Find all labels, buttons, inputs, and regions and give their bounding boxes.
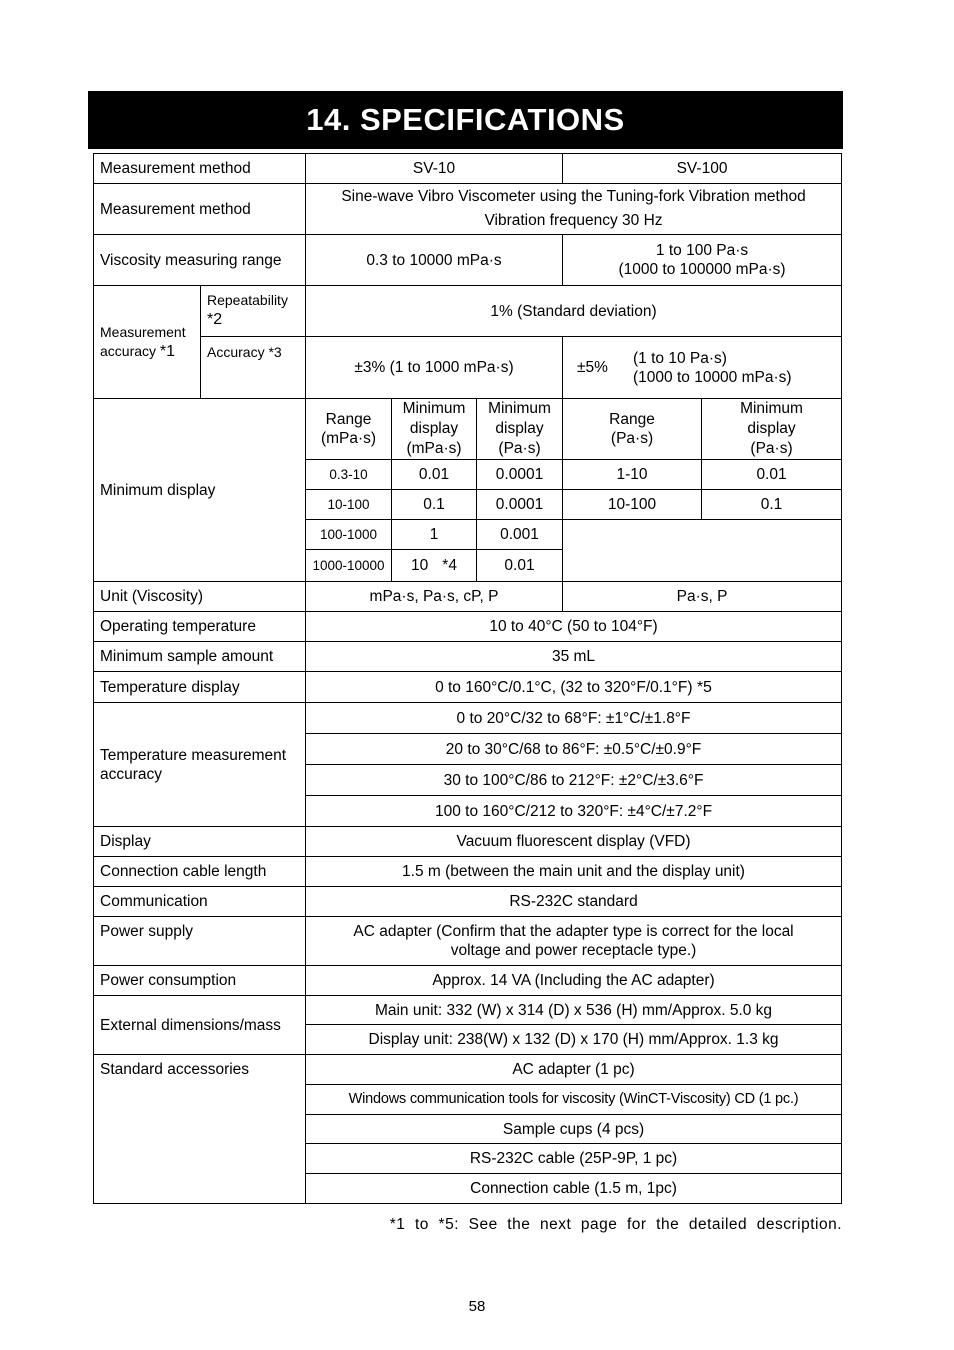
- footnote: *1 to *5: See the next page for the detailed description.: [389, 1216, 842, 1233]
- note-marker: *5: [696, 678, 712, 696]
- table-row: [94, 612, 842, 642]
- value-cell: AC adapter (1 pc): [306, 1055, 842, 1085]
- row-label: Temperature display: [94, 672, 306, 703]
- range-cell: 1000-10000: [306, 550, 392, 582]
- value-cell: Main unit: 332 (W) x 314 (D) x 536 (H) mm/Approx. 5.0 kg: [306, 996, 842, 1025]
- header-min-mpas: [392, 399, 477, 460]
- row-label: External dimensions/mass: [94, 996, 306, 1055]
- value-cell: RS-232C standard: [306, 887, 842, 917]
- value-cell: 10 to 40°C (50 to 104°F): [306, 612, 842, 642]
- row-label: Communication: [94, 887, 306, 917]
- accuracy-sv10: ±3% (1 to 1000 mPa·s): [306, 337, 563, 399]
- table-row: [94, 996, 842, 1025]
- table-row: [94, 857, 842, 887]
- value-cell: 1: [392, 520, 477, 550]
- header-text: Minimum: [740, 400, 803, 417]
- row-label: Power supply: [94, 917, 306, 966]
- repeatability-value: 1% (Standard deviation): [306, 286, 842, 337]
- table-row: [94, 154, 842, 184]
- header-min-sv100: [702, 399, 842, 460]
- value-cell: Windows communication tools for viscosity (WinCT-Viscosity) CD (1 pc.): [306, 1085, 842, 1115]
- range-cell: 1-10: [563, 460, 702, 490]
- table-row: [94, 582, 842, 612]
- value-cell: 0 to 20°C/32 to 68°F: ±1°C/±1.8°F: [306, 703, 842, 734]
- specifications-table: [93, 153, 842, 1204]
- value-cell: Sample cups (4 pcs): [306, 1115, 842, 1144]
- row-label: Temperature measurement accuracy: [94, 703, 306, 827]
- page-number: 58: [468, 1298, 486, 1315]
- table-row: [94, 887, 842, 917]
- value-cell: Approx. 14 VA (Including the AC adapter): [306, 966, 842, 996]
- column-header-sv100: SV-100: [563, 154, 842, 184]
- header-text: Minimum: [488, 400, 551, 417]
- value-cell: 0.01: [702, 460, 842, 490]
- viscosity-sv10: 0.3 to 10000 mPa·s: [306, 235, 563, 286]
- row-label: Standard accessories: [94, 1055, 306, 1204]
- table-row: [94, 286, 842, 337]
- header-range-pas: [563, 399, 702, 460]
- value-cell: 0.1: [702, 490, 842, 520]
- accuracy-label: [94, 286, 201, 399]
- repeatability-text: Repeatability: [207, 292, 288, 308]
- row-label: Minimum display: [94, 399, 306, 582]
- header-text: (Pa·s): [498, 440, 541, 457]
- value-cell: 0.01: [477, 550, 563, 582]
- value-cell: 0.01: [392, 460, 477, 490]
- header-text: (mPa·s): [320, 430, 377, 447]
- table-row: [94, 235, 842, 286]
- unit-sv100: Pa·s, P: [563, 582, 842, 612]
- empty-cell: [563, 520, 842, 582]
- row-label: Measurement method: [94, 184, 306, 235]
- row-label: Minimum sample amount: [94, 642, 306, 672]
- note-marker: *4: [442, 557, 457, 574]
- table-row: [94, 703, 842, 734]
- table-row: [94, 399, 842, 460]
- table-row: [94, 672, 842, 703]
- value-cell: 0.0001: [477, 460, 563, 490]
- accuracy-sv100: [563, 337, 842, 399]
- value-text: 0 to 160°C/0.1°C, (32 to 320°F/0.1°F): [435, 678, 693, 696]
- table-row: [94, 966, 842, 996]
- header-text: display: [409, 420, 459, 437]
- accuracy-sv100-line: (1000 to 10000 mPa·s): [633, 368, 792, 386]
- header-text: display: [747, 420, 796, 437]
- range-cell: 10-100: [306, 490, 392, 520]
- table-row: [94, 184, 842, 235]
- value-cell: Display unit: 238(W) x 132 (D) x 170 (H) mm/Approx. 1.3 kg: [306, 1025, 842, 1055]
- value-cell: 1.5 m (between the main unit and the display unit): [306, 857, 842, 887]
- range-cell: 10-100: [563, 490, 702, 520]
- range-cell: 0.3-10: [306, 460, 392, 490]
- value-cell: 0.1: [392, 490, 477, 520]
- viscosity-sv100: [563, 235, 842, 286]
- table-row: [94, 337, 842, 399]
- header-text: display: [495, 420, 544, 437]
- row-label: Connection cable length: [94, 857, 306, 887]
- method-value: [306, 184, 842, 235]
- row-label: Measurement method: [94, 154, 306, 184]
- column-header-sv10: SV-10: [306, 154, 563, 184]
- table-row: [94, 1055, 842, 1085]
- value-cell: 20 to 30°C/68 to 86°F: ±0.5°C/±0.9°F: [306, 734, 842, 765]
- row-label: Viscosity measuring range: [94, 235, 306, 286]
- method-line: Sine-wave Vibro Viscometer using the Tuning-fork Vibration method: [341, 188, 806, 205]
- accuracy-sv100-line: (1 to 10 Pa·s): [633, 349, 727, 367]
- unit-sv10: mPa·s, Pa·s, cP, P: [306, 582, 563, 612]
- page-title: 14. SPECIFICATIONS: [88, 91, 843, 149]
- value-cell: 0.0001: [477, 490, 563, 520]
- row-label: Unit (Viscosity): [94, 582, 306, 612]
- value-cell: 30 to 100°C/86 to 212°F: ±2°C/±3.6°F: [306, 765, 842, 796]
- accuracy-sub-label: [201, 337, 306, 399]
- header-text: Range: [609, 411, 655, 428]
- method-line: Vibration frequency 30 Hz: [484, 212, 663, 229]
- value-cell: Connection cable (1.5 m, 1pc): [306, 1174, 842, 1204]
- table-row: [94, 642, 842, 672]
- note-marker: *3: [268, 344, 282, 360]
- note-marker: *1: [159, 343, 176, 360]
- viscosity-sv100-line: (1000 to 100000 mPa·s): [618, 261, 786, 278]
- value-cell: AC adapter (Confirm that the adapter type is correct for the local voltage and power receptacle type.): [306, 917, 842, 966]
- accuracy-label-text: Measurement accuracy: [100, 324, 186, 359]
- viscosity-sv100-line: 1 to 100 Pa·s: [655, 242, 749, 259]
- row-label: Power consumption: [94, 966, 306, 996]
- value-cell: 35 mL: [306, 642, 842, 672]
- header-text: Minimum: [402, 400, 466, 417]
- header-min-pas: [477, 399, 563, 460]
- value-cell: 100 to 160°C/212 to 320°F: ±4°C/±7.2°F: [306, 796, 842, 827]
- header-text: Range: [325, 411, 372, 428]
- table-row: [94, 827, 842, 857]
- accuracy-sub-text: Accuracy: [207, 344, 265, 360]
- value-cell: Vacuum fluorescent display (VFD): [306, 827, 842, 857]
- header-text: (mPa·s): [406, 440, 462, 457]
- row-label: Operating temperature: [94, 612, 306, 642]
- table-row: [94, 917, 842, 966]
- accuracy-sv100-pct: ±5%: [577, 359, 608, 376]
- header-text: (Pa·s): [610, 430, 654, 447]
- value-cell: [392, 550, 477, 582]
- value-cell: [306, 672, 842, 703]
- header-text: (Pa·s): [750, 440, 793, 457]
- range-cell: 100-1000: [306, 520, 392, 550]
- value-text: 10: [411, 557, 429, 574]
- row-label: Display: [94, 827, 306, 857]
- note-marker: *2: [207, 311, 223, 328]
- repeatability-label: [201, 286, 306, 337]
- header-range-mpas: [306, 399, 392, 460]
- value-cell: RS-232C cable (25P-9P, 1 pc): [306, 1144, 842, 1174]
- value-cell: 0.001: [477, 520, 563, 550]
